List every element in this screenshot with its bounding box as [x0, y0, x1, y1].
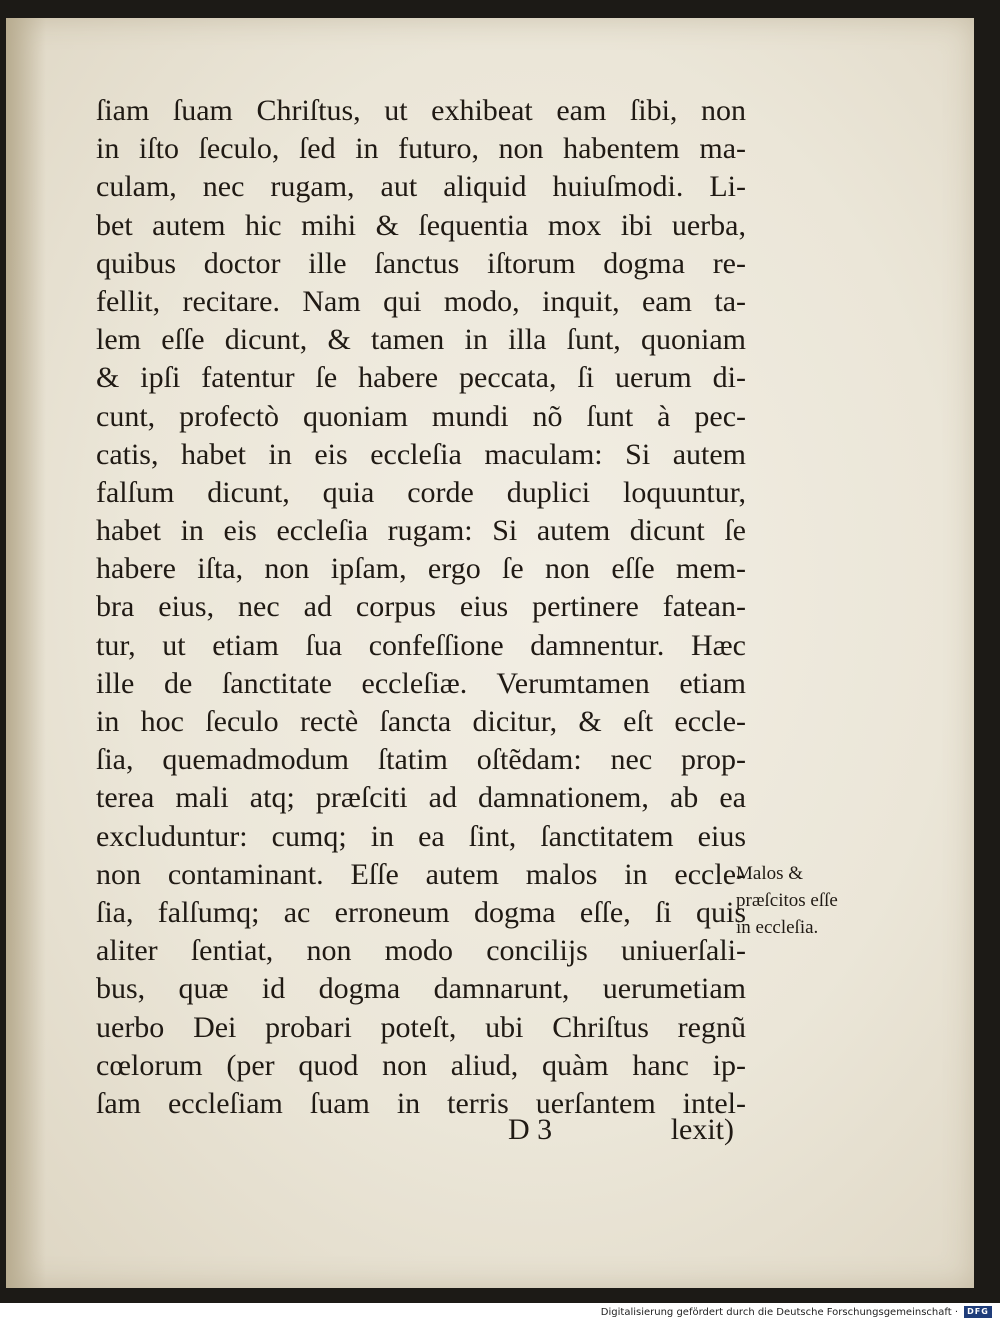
body-text: [96, 92, 746, 1123]
text-line: ſam eccleſiam ſuam in terris uerſantem intel-: [96, 1086, 746, 1120]
text-line: & ipſi fatentur ſe habere peccata, ſi uerum di-: [96, 361, 746, 395]
text-line: ſiam ſuam Chriſtus, ut exhibeat eam ſibi, non: [96, 94, 746, 127]
text-line: quibus doctor ille ſanctus iſtorum dogma re-: [96, 246, 746, 280]
text-line: ille de ſanctitate eccleſiæ. Verumtamen etiam: [96, 666, 746, 700]
text-line: fellit, recitare. Nam qui modo, inquit, eam ta-: [96, 284, 746, 318]
marginal-note: [736, 860, 876, 941]
text-line: uerbo Dei probari poteſt, ubi Chriſtus regnũ: [96, 1010, 746, 1044]
marginal-note-line: Malos &: [736, 863, 804, 884]
text-line: bra eius, nec ad corpus eius pertinere fatean-: [96, 590, 746, 624]
funding-credit: Digitalisierung gefördert durch die Deutsche Forschungsgemeinschaft ·: [600, 1307, 958, 1318]
text-line: bus, quæ id dogma damnarunt, uerumetiam: [96, 972, 746, 1006]
page-gutter-shadow: [6, 18, 46, 1288]
text-line: aliter ſentiat, non modo concilijs uniuerſali-: [96, 934, 746, 968]
text-line: cœlorum (per quod non aliud, quàm hanc ip-: [96, 1048, 746, 1082]
marginal-note-line: præſcitos eſſe: [736, 890, 838, 911]
text-line: non contaminant. Eſſe autem malos in eccle-: [96, 857, 746, 891]
text-line: bet autem hic mihi & ſequentia mox ibi uerba,: [96, 208, 746, 242]
text-line: habere iſta, non ipſam, ergo ſe non eſſe mem-: [96, 552, 746, 586]
catchword: lexit): [670, 1113, 734, 1146]
text-line: ſia, falſumq; ac erroneum dogma eſſe, ſi quis: [96, 895, 746, 929]
dfg-logo: DFG: [964, 1306, 992, 1318]
text-line: in hoc ſeculo rectè ſancta dicitur, & eſt eccle-: [96, 705, 746, 738]
signature-line: [96, 1110, 746, 1150]
text-line: ſia, quemadmodum ſtatim oſtẽdam: nec prop-: [96, 743, 746, 777]
text-line: in iſto ſeculo, ſed in futuro, non habentem ma-: [96, 132, 746, 166]
text-line: catis, habet in eis eccleſia maculam: Si autem: [96, 437, 746, 471]
text-line: culam, nec rugam, aut aliquid huiuſmodi. Li-: [96, 170, 746, 204]
text-line: excluduntur: cumq; in ea ſint, ſanctitatem eius: [96, 819, 746, 853]
marginal-note-line: in eccleſia.: [736, 917, 819, 938]
text-line: cunt, profectò quoniam mundi nõ ſunt à pec-: [96, 399, 746, 433]
text-line: lem eſſe dicunt, & tamen in illa ſunt, quoniam: [96, 323, 746, 357]
signature-mark: D 3: [508, 1113, 553, 1146]
text-line: habet in eis eccleſia rugam: Si autem dicunt ſe: [96, 514, 746, 548]
footer-bar: [0, 1303, 1000, 1322]
text-line: falſum dicunt, quia corde duplici loquuntur,: [96, 475, 746, 509]
text-line: terea mali atq; præſciti ad damnationem, ab ea: [96, 781, 746, 815]
text-line: tur, ut etiam ſua confeſſione damnentur. Hæc: [96, 628, 746, 662]
